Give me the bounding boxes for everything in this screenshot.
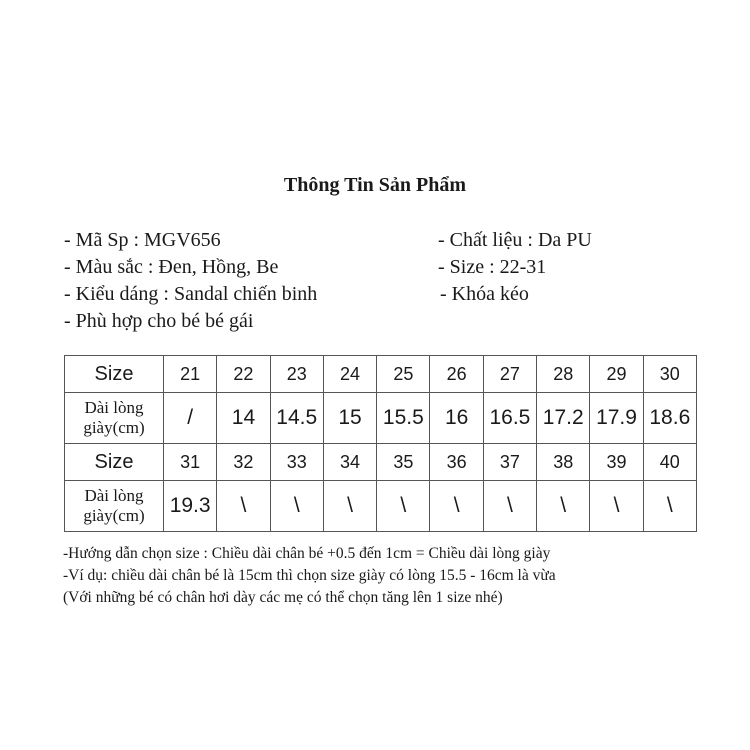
length-cell: \ (217, 481, 270, 532)
length-cell: 17.2 (537, 393, 590, 444)
length-cell: 16 (430, 393, 483, 444)
size-label: Size (65, 444, 164, 481)
page-title: Thông Tin Sản Phẩm (283, 174, 467, 196)
size-cell: 28 (537, 356, 590, 393)
size-cell: 21 (164, 356, 217, 393)
size-cell: 35 (377, 444, 430, 481)
size-cell: 29 (590, 356, 643, 393)
product-suitable: - Phù hợp cho bé bé gái (64, 310, 254, 332)
product-material: - Chất liệu : Da PU (438, 229, 592, 251)
length-label-line2: giày(cm) (83, 418, 145, 437)
size-row (65, 444, 697, 481)
length-label-line2: giày(cm) (83, 506, 145, 525)
size-cell: 25 (377, 356, 430, 393)
length-cell: 15.5 (377, 393, 430, 444)
length-cell: 19.3 (164, 481, 217, 532)
size-cell: 32 (217, 444, 270, 481)
length-cell: \ (323, 481, 376, 532)
product-style: - Kiểu dáng : Sandal chiến binh (64, 283, 318, 305)
length-cell: 14.5 (270, 393, 323, 444)
size-cell: 24 (323, 356, 376, 393)
wide-foot-note: (Với những bé có chân hơi dày các mẹ có thể chọn tăng lên 1 size nhé) (63, 589, 503, 606)
length-cell: \ (270, 481, 323, 532)
size-chart-table (64, 355, 697, 532)
size-cell: 34 (323, 444, 376, 481)
length-row (65, 393, 697, 444)
size-cell: 39 (590, 444, 643, 481)
size-cell: 38 (537, 444, 590, 481)
length-cell: \ (643, 481, 696, 532)
length-label (65, 481, 164, 532)
size-cell: 22 (217, 356, 270, 393)
product-colors: - Màu sắc : Đen, Hồng, Be (64, 256, 279, 278)
length-cell: / (164, 393, 217, 444)
length-cell: 15 (323, 393, 376, 444)
length-row (65, 481, 697, 532)
product-size-range: - Size : 22-31 (438, 256, 547, 278)
size-row (65, 356, 697, 393)
length-cell: \ (590, 481, 643, 532)
size-guide-note: -Hướng dẫn chọn size : Chiều dài chân bé +0.5 đến 1cm = Chiều dài lòng giày (63, 545, 551, 562)
product-closure: - Khóa kéo (440, 283, 529, 305)
size-cell: 40 (643, 444, 696, 481)
size-cell: 36 (430, 444, 483, 481)
size-cell: 27 (483, 356, 536, 393)
size-cell: 23 (270, 356, 323, 393)
example-note: -Ví dụ: chiều dài chân bé là 15cm thì chọn size giày có lòng 15.5 - 16cm là vừa (63, 567, 556, 584)
size-cell: 37 (483, 444, 536, 481)
length-cell: \ (483, 481, 536, 532)
size-cell: 31 (164, 444, 217, 481)
size-label: Size (65, 356, 164, 393)
length-label-line1: Dài lòng (84, 398, 144, 417)
length-cell: \ (377, 481, 430, 532)
size-cell: 33 (270, 444, 323, 481)
length-label (65, 393, 164, 444)
length-cell: \ (430, 481, 483, 532)
length-label-line1: Dài lòng (84, 486, 144, 505)
length-cell: \ (537, 481, 590, 532)
length-cell: 18.6 (643, 393, 696, 444)
length-cell: 14 (217, 393, 270, 444)
size-cell: 26 (430, 356, 483, 393)
length-cell: 17.9 (590, 393, 643, 444)
size-cell: 30 (643, 356, 696, 393)
length-cell: 16.5 (483, 393, 536, 444)
product-code: - Mã Sp : MGV656 (64, 229, 221, 251)
